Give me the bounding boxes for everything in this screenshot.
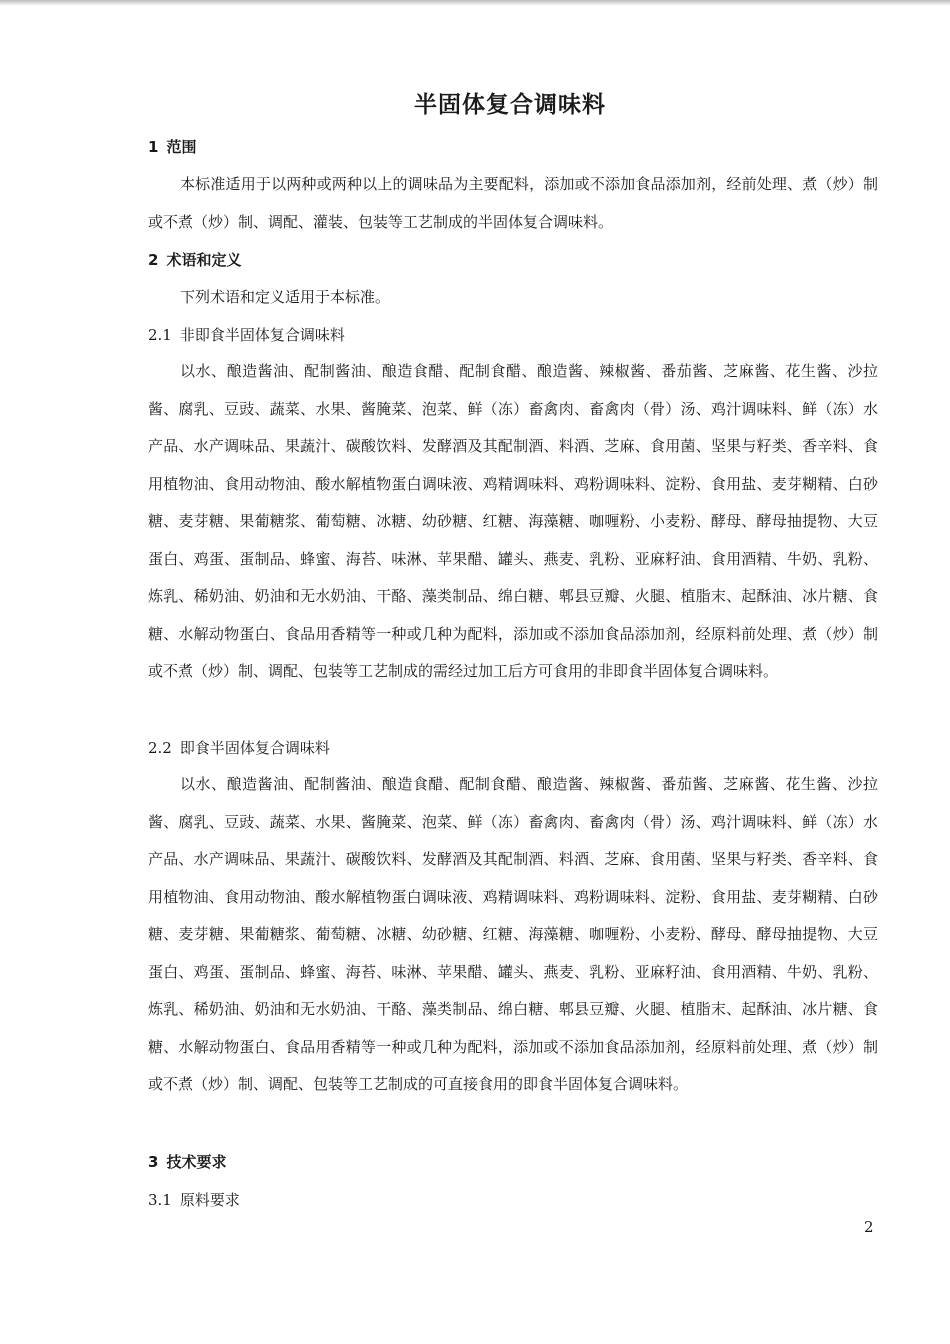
section-1-number: 1 xyxy=(148,138,159,156)
section-2-title: 术语和定义 xyxy=(166,251,242,269)
section-2-number: 2 xyxy=(148,251,159,269)
section-3-heading xyxy=(148,1151,226,1172)
section-2-1-paragraph: 以水、酿造酱油、配制酱油、酿造食醋、配制食醋、酿造酱、辣椒酱、番茄酱、芝麻酱、花生酱、沙拉酱、腐乳、豆豉、蔬菜、水果、酱腌菜、泡菜、鲜（冻）畜禽肉、畜禽肉（骨）汤、鸡汁调味料、鲜（冻）水产品、水产调味品、果蔬汁、碳酸饮料、发酵酒及其配制酒、料酒、芝麻、食用菌、坚果与籽类、香辛料、食用植物油、食用动物油、酸水解植物蛋白调味液、鸡精调味料、鸡粉调味料、淀粉、食用盐、麦芽糊精、白砂糖、麦芽糖、果葡糖浆、葡萄糖、冰糖、幼砂糖、红糖、海藻糖、咖喱粉、小麦粉、酵母、酵母抽提物、大豆蛋白、鸡蛋、蛋制品、蜂蜜、海苔、味淋、苹果醋、罐头、燕麦、乳粉、亚麻籽油、食用酒精、牛奶、乳粉、炼乳、稀奶油、奶油和无水奶油、干酪、藻类制品、绵白糖、郫县豆瓣、火腿、植脂末、起酥油、冰片糖、食糖、水解动物蛋白、食品用香精等一种或几种为配料，添加或不添加食品添加剂，经原料前处理、煮（炒）制或不煮（炒）制、调配、包装等工艺制成的需经过加工后方可食用的非即食半固体复合调味料。 xyxy=(148,362,878,680)
section-2-2-heading xyxy=(148,737,330,758)
section-3-1-number: 3.1 xyxy=(148,1191,172,1209)
section-2-1-heading xyxy=(148,324,345,345)
section-1-heading xyxy=(148,136,196,157)
section-3-1-heading xyxy=(148,1189,240,1210)
section-1-title: 范围 xyxy=(166,138,197,156)
section-3-1-title: 原料要求 xyxy=(179,1191,240,1209)
section-2-heading xyxy=(148,249,241,270)
section-3-number: 3 xyxy=(148,1153,159,1171)
section-1-paragraph: 本标准适用于以两种或两种以上的调味品为主要配料，添加或不添加食品添加剂，经前处理、煮（炒）制或不煮（炒）制、调配、灌装、包装等工艺制成的半固体复合调味料。 xyxy=(148,175,878,231)
scan-edge-shadow xyxy=(0,0,950,6)
page-number: 2 xyxy=(864,1218,874,1236)
section-2-1-number: 2.1 xyxy=(148,326,172,344)
section-3-title: 技术要求 xyxy=(166,1153,227,1171)
section-2-2-paragraph: 以水、酿造酱油、配制酱油、酿造食醋、配制食醋、酿造酱、辣椒酱、番茄酱、芝麻酱、花生酱、沙拉酱、腐乳、豆豉、蔬菜、水果、酱腌菜、泡菜、鲜（冻）畜禽肉、畜禽肉（骨）汤、鸡汁调味料、鲜（冻）水产品、水产调味品、果蔬汁、碳酸饮料、发酵酒及其配制酒、料酒、芝麻、食用菌、坚果与籽类、香辛料、食用植物油、食用动物油、酸水解植物蛋白调味液、鸡精调味料、鸡粉调味料、淀粉、食用盐、麦芽糊精、白砂糖、麦芽糖、果葡糖浆、葡萄糖、冰糖、幼砂糖、红糖、海藻糖、咖喱粉、小麦粉、酵母、酵母抽提物、大豆蛋白、鸡蛋、蛋制品、蜂蜜、海苔、味淋、苹果醋、罐头、燕麦、乳粉、亚麻籽油、食用酒精、牛奶、乳粉、炼乳、稀奶油、奶油和无水奶油、干酪、藻类制品、绵白糖、郫县豆瓣、火腿、植脂末、起酥油、冰片糖、食糖、水解动物蛋白、食品用香精等一种或几种为配料，添加或不添加食品添加剂，经原料前处理、煮（炒）制或不煮（炒）制、调配、包装等工艺制成的可直接食用的即食半固体复合调味料。 xyxy=(148,775,878,1093)
section-2-intro: 下列术语和定义适用于本标准。 xyxy=(180,288,391,306)
section-2-2-number: 2.2 xyxy=(148,739,172,757)
page-title: 半固体复合调味料 xyxy=(414,92,606,118)
section-2-1-title: 非即食半固体复合调味料 xyxy=(179,326,345,344)
section-2-2-title: 即食半固体复合调味料 xyxy=(179,739,330,757)
